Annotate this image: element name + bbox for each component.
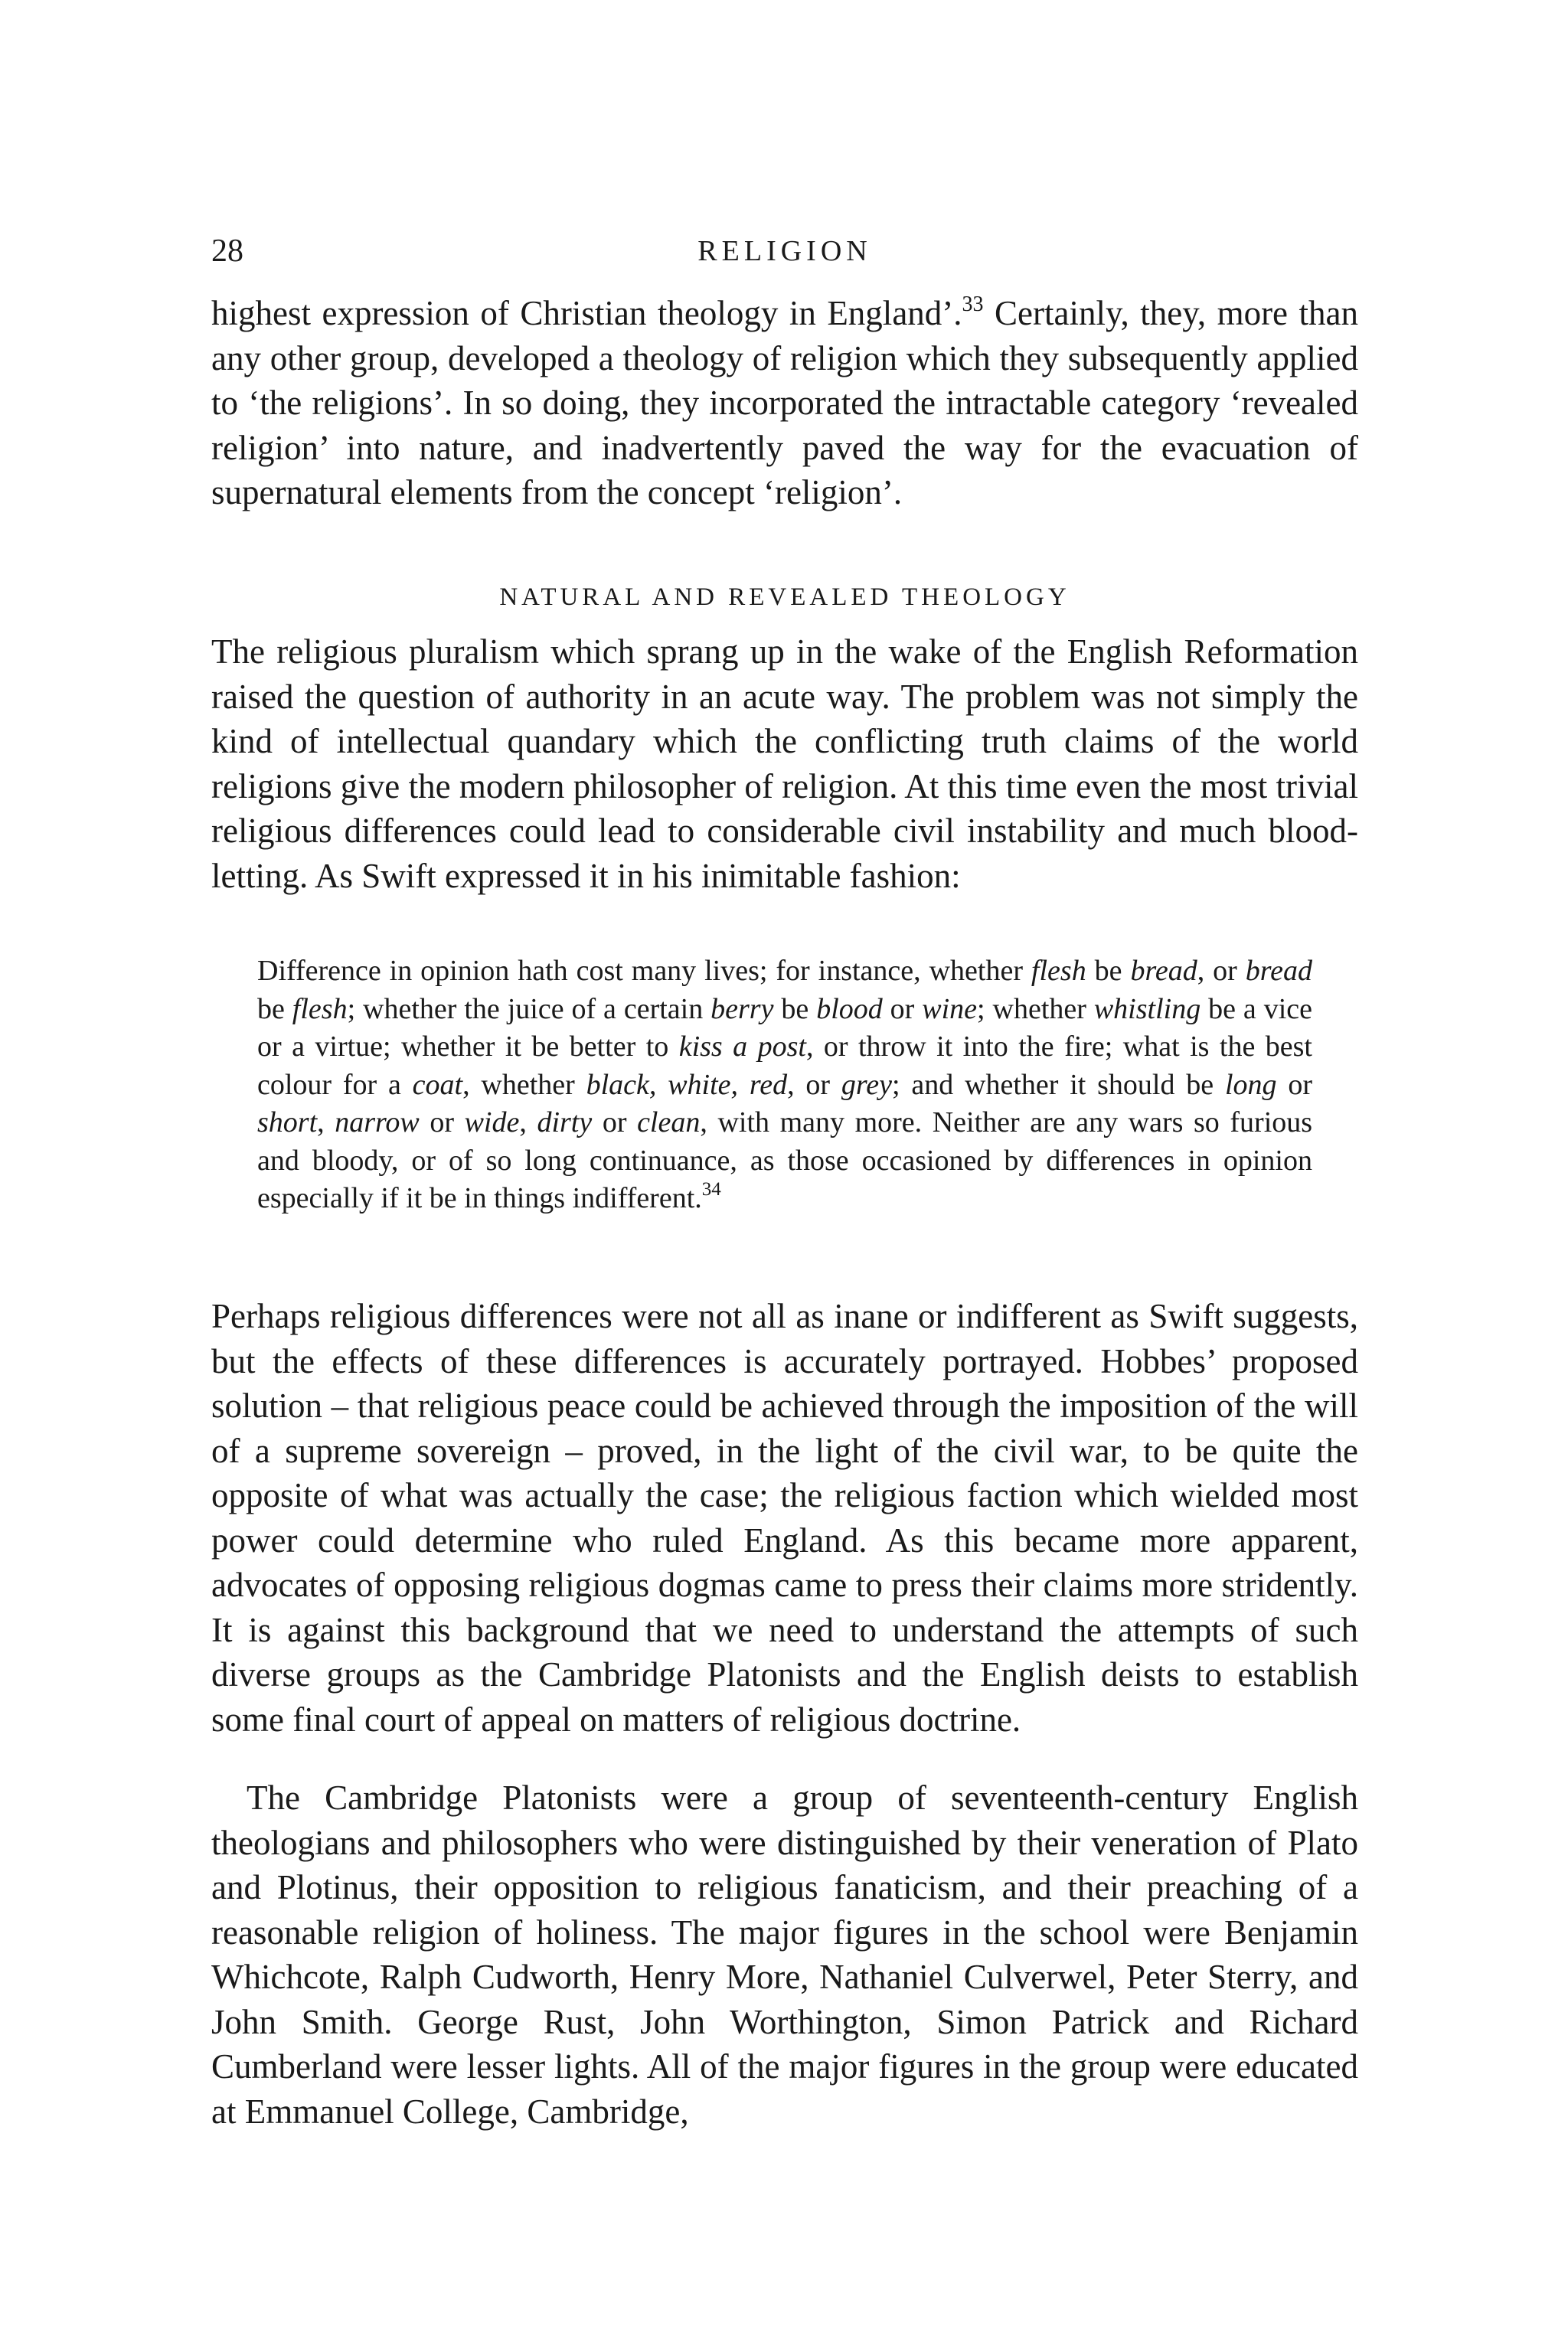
quote-text: or	[882, 992, 923, 1025]
quote-text: , or	[787, 1068, 841, 1101]
quote-text: , with many more. Neither are any wars so furious and bloody, or of so long continuance, as those occasioned by differences in opinion especially if it be in things indifferent.	[257, 1106, 1313, 1214]
paragraph-cambridge-platonists: The Cambridge Platonists were a group of seventeenth-century English theologians and philosophers who were distinguished by their veneration of Plato and Plotinus, their opposition to religious fanaticism, and their preaching of a reasonable religion of holiness. The major figures in the school were Benjamin Whichcote, Ralph Cudworth, Henry More, Nathaniel Culverwel, Peter Sterry, and John Smith. George Rust, John Worthington, Simon Patrick and Richard Cumberland were lesser lights. All of the major figures in the group were educated at Emmanuel College, Cambridge,	[211, 1779, 1358, 2131]
quote-text: or	[419, 1106, 465, 1138]
quote-text: be	[257, 992, 292, 1025]
paragraph-text: highest expression of Christian theology in England’.	[211, 294, 962, 332]
quote-italic: bread	[1130, 955, 1197, 987]
quote-italic: clean	[637, 1106, 701, 1138]
quote-italic: black, white, red	[586, 1068, 788, 1101]
quote-text: ,	[519, 1106, 537, 1138]
running-title: RELIGION	[697, 235, 872, 267]
quote-italic: blood	[816, 992, 883, 1025]
quote-text: be	[1086, 955, 1131, 987]
swift-block-quote	[257, 952, 1312, 1218]
footnote-ref-33: 33	[962, 292, 984, 316]
quote-italic: wine	[922, 992, 978, 1025]
quote-italic: flesh	[1031, 955, 1086, 987]
running-head	[211, 228, 1358, 274]
footnote-ref-34: 34	[701, 1179, 721, 1200]
quote-text: or	[592, 1106, 638, 1138]
quote-text: ; and whether it should be	[891, 1068, 1225, 1101]
paragraph-perhaps: Perhaps religious differences were not all as inane or indifferent as Swift suggests, but the effects of these differences is accurately portrayed. Hobbes’ proposed solution – that religious peace could be achieved through the imposition of the will of a supreme sovereign – proved, in the light of the civil war, to be quite the opposite of what was actually the case; the religious faction which wielded most power could determine who ruled England. As this became more apparent, advocates of opposing religious dogmas came to press their claims more stridently. It is against this background that we need to understand the attempts of such diverse groups as the Cambridge Platonists and the English deists to establish some final court of appeal on matters of religious doctrine.	[211, 1297, 1358, 1739]
quote-italic: bread	[1245, 955, 1313, 987]
quote-italic: flesh	[292, 992, 348, 1025]
page-number: 28	[211, 234, 243, 269]
quote-italic: berry	[710, 992, 774, 1025]
quote-italic: kiss a post	[678, 1031, 806, 1063]
section-heading: NATURAL AND REVEALED THEOLOGY	[499, 583, 1070, 611]
quote-text: , or throw it into the fire; what is the best colour for a	[257, 1031, 1312, 1101]
quote-text: be a vice or a virtue; whether it be better to	[257, 992, 1312, 1063]
quote-text: , or	[1197, 955, 1246, 987]
paragraph-text: Certainly, they, more than any other group, developed a theology of religion which they subsequently applied to ‘the religions’. In so doing, they incorporated the intractable category ‘revealed religion’ into nature, and inadvertently paved the way for the evacuation of supernatural elements from the concept ‘religion’.	[211, 294, 1358, 511]
quote-italic: short	[257, 1106, 318, 1138]
quote-italic: whistling	[1093, 992, 1201, 1025]
quote-text: or	[1276, 1068, 1312, 1101]
quote-text: , whether	[462, 1068, 586, 1101]
quote-italic: wide	[464, 1106, 520, 1138]
quote-italic: long	[1224, 1068, 1277, 1101]
paragraph-continued	[211, 291, 1358, 515]
quote-text: be	[773, 992, 817, 1025]
paragraph-pluralism: The religious pluralism which sprang up in the wake of the English Reformation raised the question of authority in an acute way. The problem was not simply the kind of intellectual quandary which the conflicting truth claims of the world religions give the modern philosopher of religion. At this time even the most trivial religious differences could lead to considerable civil instability and much blood-letting. As Swift expressed it in his inimitable fashion:	[211, 632, 1358, 895]
quote-italic: dirty	[537, 1106, 593, 1138]
quote-text: Difference in opinion hath cost many lives; for instance, whether	[257, 955, 1031, 987]
quote-text: ; whether the juice of a certain	[347, 992, 711, 1025]
quote-text: ,	[317, 1106, 335, 1138]
quote-text: ; whether	[977, 992, 1094, 1025]
quote-italic: coat	[412, 1068, 463, 1101]
quote-italic: narrow	[335, 1106, 420, 1138]
quote-italic: grey	[841, 1068, 892, 1101]
